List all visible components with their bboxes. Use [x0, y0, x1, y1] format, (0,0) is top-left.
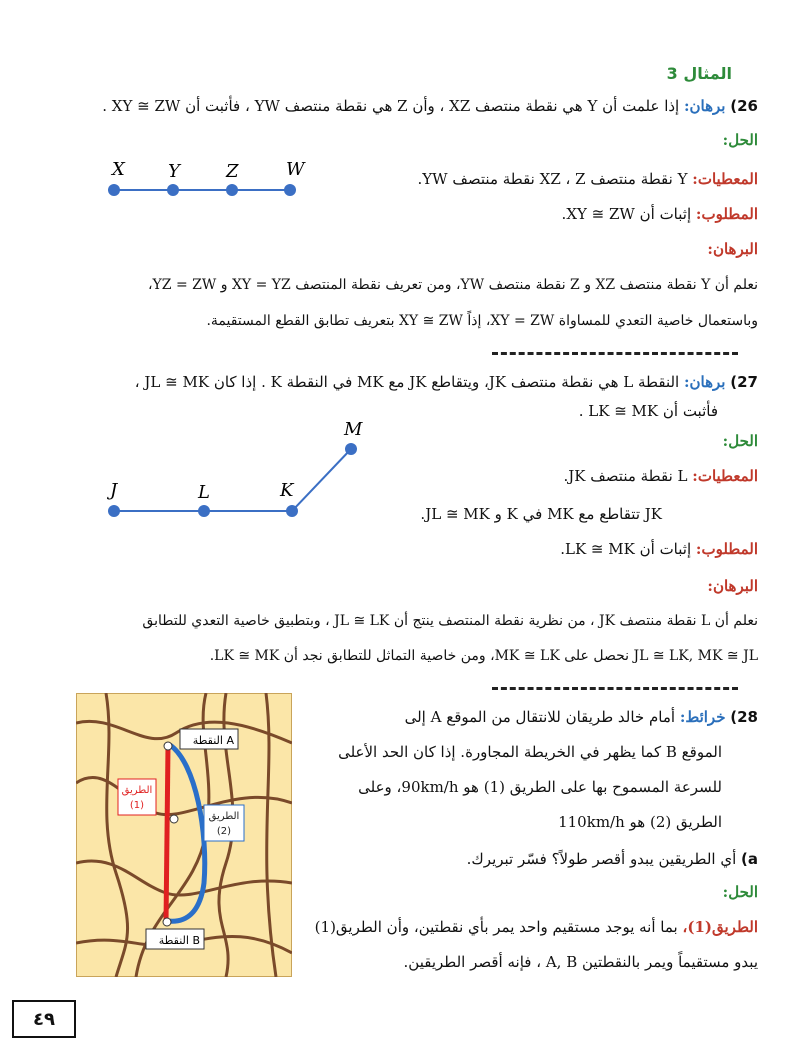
problem-26-statement: [102, 97, 758, 115]
problem-text: إذا علمت أن Y هي نقطة منتصف XZ ، وأن Z هي نقطة منتصف YW ، فأثبت أن XY ≅ ZW .: [102, 97, 680, 115]
example-title: المثال 3: [666, 64, 732, 83]
proof-label: البرهان:: [707, 577, 758, 595]
problem-tag: برهان:: [684, 373, 726, 391]
separator: [492, 352, 738, 355]
point-a-label: النقطة A: [192, 734, 234, 747]
point-z-dot: [226, 184, 238, 196]
city-map: [76, 693, 292, 977]
givens-label: المعطيات:: [692, 467, 758, 485]
point-k-label: K: [280, 480, 294, 501]
proof-line: وباستعمال خاصية التعدي للمساواة XY = ZW، إذاً XY ≅ ZW بتعريف تطابق القطع المستقيمة.: [206, 313, 758, 329]
proof-line: JL ≅ LK, MK ≅ JL نحصل على MK ≅ LK، ومن خاصية التماثل للتطابق نجد أن LK ≅ MK.: [209, 648, 758, 664]
point-j-label: J: [110, 480, 118, 501]
givens: [417, 170, 758, 188]
point-b-label: النقطة B: [158, 934, 200, 947]
givens-text: Y نقطة منتصف XZ ، Z نقطة منتصف YW.: [417, 170, 688, 188]
problem-number: 26): [730, 97, 758, 115]
required-label: المطلوب:: [695, 540, 758, 558]
givens-label: المعطيات:: [692, 170, 758, 188]
problem-text: الطريق (2) هو 110km/h: [558, 813, 722, 831]
required-text: إثبات أن XY ≅ ZW.: [561, 205, 692, 223]
proof-line: نعلم أن Y نقطة منتصف XZ و Z نقطة منتصف YW، ومن تعريف نقطة المنتصف XY = YZ و YZ = ZW،: [148, 277, 758, 293]
problem-28-statement: [405, 708, 758, 726]
point-b-marker: [163, 918, 171, 926]
road-1-number: (1): [129, 800, 145, 811]
point-y-label: Y: [168, 161, 180, 182]
answer-label: الطريق(1)،: [682, 918, 758, 936]
givens-cont: JK تتقاطع مع MK في K و JL ≅ MK.: [420, 505, 662, 523]
problem-text: للسرعة المسموح بها على الطريق (1) هو 90km/h، وعلى: [358, 778, 722, 796]
point-l-label: L: [198, 482, 210, 503]
answer: [315, 918, 758, 936]
problem-text: النقطة L هي نقطة منتصف JK، ويتقاطع JK مع MK في النقطة K . إذا كان JL ≅ MK ،: [134, 373, 680, 391]
point-z-label: Z: [226, 161, 239, 182]
separator: [492, 687, 738, 690]
required-text: إثبات أن LK ≅ MK.: [560, 540, 692, 558]
problem-text: أمام خالد طريقان للانتقال من الموقع A إلى: [404, 708, 676, 726]
problem-27-statement: [135, 373, 758, 391]
point-y-dot: [167, 184, 179, 196]
junction-marker: [170, 815, 178, 823]
solution-label: الحل:: [722, 883, 758, 901]
proof-label: البرهان:: [707, 240, 758, 258]
point-a-marker: [164, 742, 172, 750]
road-2-label: الطريق: [208, 811, 240, 822]
point-w-dot: [284, 184, 296, 196]
point-x-dot: [108, 184, 120, 196]
point-l-dot: [198, 505, 210, 517]
question-a: [467, 850, 758, 868]
question-text: أي الطريقين يبدو أقصر طولاً؟ فسّر تبريرك.: [466, 850, 737, 868]
question-label: a): [741, 850, 758, 868]
problem-text: الموقع B كما يظهر في الخريطة المجاورة. إذا كان الحد الأعلى: [338, 743, 722, 761]
road-1-path: [166, 746, 168, 923]
problem-tag: برهان:: [684, 97, 726, 115]
point-w-label: W: [286, 159, 305, 180]
segment-diagram-jlkm: [100, 418, 370, 528]
problem-number: 27): [730, 373, 758, 391]
required: [562, 205, 758, 223]
required: [560, 540, 758, 558]
solution-label: الحل:: [722, 432, 758, 450]
answer-text: يبدو مستقيماً ويمر بالنقطتين A, B ، فإنه أقصر الطريقين.: [403, 953, 758, 971]
segment-km: [292, 449, 351, 511]
page-number: ٤٩: [12, 1000, 76, 1038]
required-label: المطلوب:: [695, 205, 758, 223]
answer-text: بما أنه يوجد مستقيم واحد يمر بأي نقطتين، وأن الطريق(1): [314, 918, 678, 936]
point-m-label: M: [344, 419, 363, 440]
problem-tag: خرائط:: [679, 708, 726, 726]
givens: [563, 467, 758, 485]
road-2-number: (2): [216, 826, 232, 837]
givens-text: L نقطة منتصف JK.: [563, 467, 688, 485]
problem-27-statement-cont: فأثبت أن LK ≅ MK .: [578, 402, 718, 420]
road-1-label: الطريق: [121, 785, 153, 796]
segment-diagram-xyzw: [100, 155, 310, 205]
point-k-dot: [286, 505, 298, 517]
point-j-dot: [108, 505, 120, 517]
point-x-label: X: [112, 159, 125, 180]
solution-label: الحل:: [722, 131, 758, 149]
proof-line: نعلم أن L نقطة منتصف JK ، من نظرية نقطة المنتصف ينتج أن JL ≅ LK ، وبتطبيق خاصية التعدي للتطابق: [142, 613, 758, 629]
problem-number: 28): [730, 708, 758, 726]
point-m-dot: [345, 443, 357, 455]
